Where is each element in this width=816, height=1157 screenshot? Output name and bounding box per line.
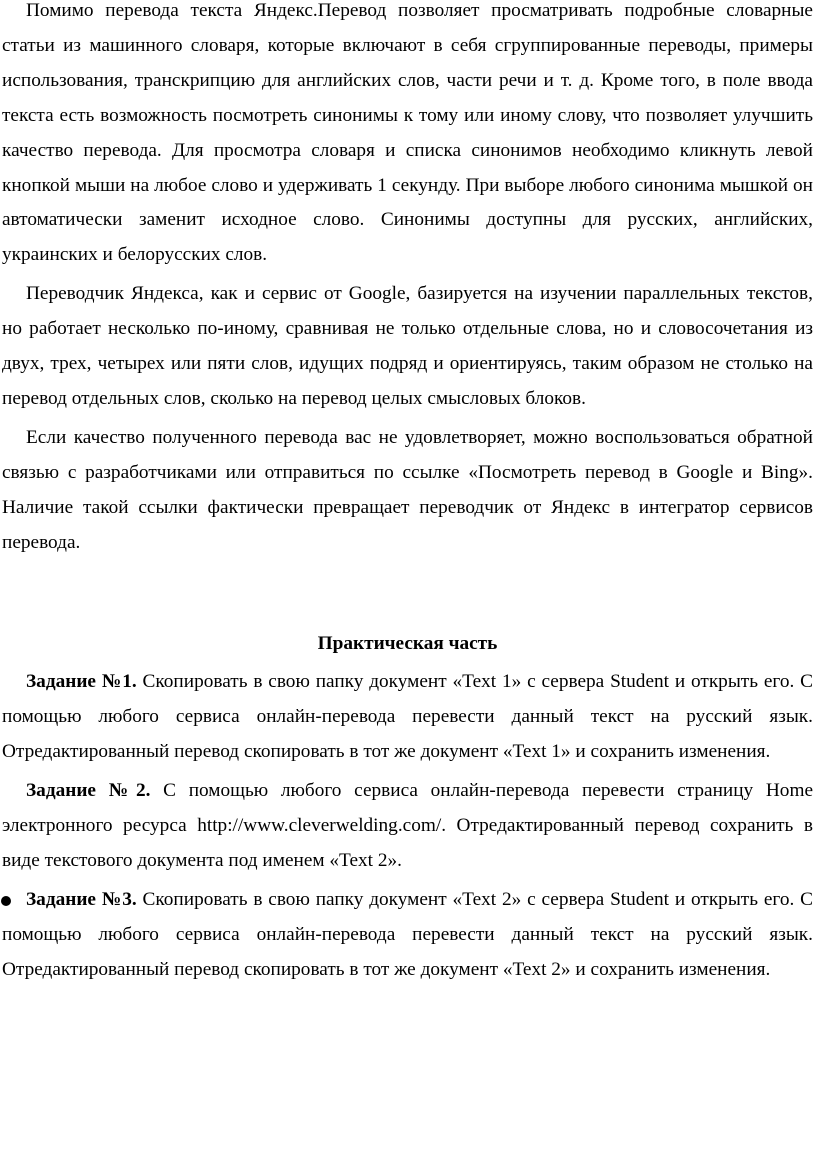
task-1-text: Скопировать в свою папку документ «Text 1» с сервера Student и открыть его. С помощью любого сервиса онлайн-перевода перевести данный текст на русский язык. Отредактированный перевод скопировать в тот же документ «Text 1» и сохранить изменения.	[2, 671, 813, 763]
task-3-text: Скопировать в свою папку документ «Text 2» с сервера Student и открыть его. С помощью любого сервиса онлайн-перевода перевести данный текст на русский язык. Отредактированный перевод скопировать в тот же документ «Text 2» и сохранить изменения.	[2, 888, 813, 980]
paragraph-feedback-link: Если качество полученного перевода вас не удовлетворяет, можно воспользоваться обратной связью с разработчиками или отправиться по ссылке «Посмотреть перевод в Google и Bing». Наличие такой ссылки фактически превращает переводчик от Яндекс в интегратор сервисов перевода.	[2, 426, 813, 553]
section-title-practical: Практическая часть	[317, 632, 498, 654]
paragraph-yandex-method: Переводчик Яндекса, как и сервис от Google, базируется на изучении параллельных текстов, но работает несколько по-иному, сравнивая не только отдельные слова, но и словосочетания из двух, трех, четырех или пяти слов, идущих подряд и ориентируясь, таким образом не столько на перевод отдельных слов, сколько на перевод целых смысловых блоков.	[2, 283, 813, 409]
task-1-label: Задание №1.	[26, 671, 137, 693]
task-3-label: Задание №3.	[26, 888, 137, 910]
task-2-text: С помощью любого сервиса онлайн-перевода перевести страницу Home электронного ресурса http://www.cleverwelding.com/. Отредактированный перевод сохранить в виде текстового документа под именем «Text 2».	[2, 780, 814, 871]
task-1	[2, 665, 813, 770]
task-2	[2, 774, 813, 879]
task-2-label: Задание №2.	[26, 780, 151, 802]
task-3	[2, 883, 813, 988]
paragraph-yandex-dictionary: Помимо перевода текста Яндекс.Перевод позволяет просматривать подробные словарные статьи из машинного словаря, которые включают в себя сгруппированные переводы, примеры использования, транскрипцию для английских слов, части речи и т. д. Кроме того, в поле ввода текста есть возможность посмотреть синонимы к тому или иному слову, что позволяет улучшить качество перевода. Для просмотра словаря и списка синонимов необходимо кликнуть левой кнопкой мыши на любое слово и удерживать 1 секунду. При выборе любого синонима мышкой он автоматически заменит исходное слово. Синонимы доступны для русских, английских, украинских и белорусских слов.	[2, 0, 813, 266]
bullet-icon	[1, 896, 11, 906]
